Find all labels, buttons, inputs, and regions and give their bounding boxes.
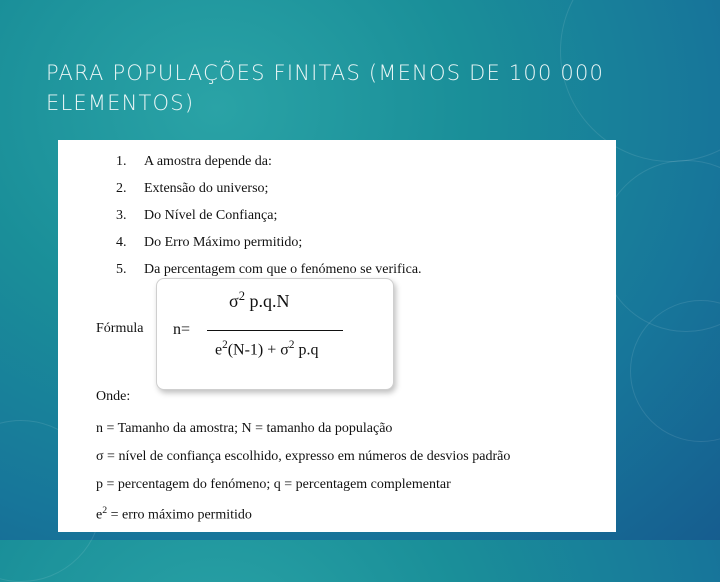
definition-sigma: σ = nível de confiança escolhido, expresso em números de desvios padrão (96, 449, 511, 464)
where-label: Onde: (96, 389, 131, 404)
steps-list (116, 152, 422, 287)
formula-denominator: $e^2(N-1) + \sigma^2$ p.q (215, 339, 319, 359)
list-item (116, 233, 422, 260)
formula-image (156, 278, 394, 390)
list-item (116, 152, 422, 179)
step-text: Da percentagem com que o fenómeno se verifica. (144, 262, 422, 277)
step-text: Do Nível de Confiança; (144, 208, 278, 223)
fraction-bar (207, 330, 343, 331)
formula-label: Fórmula (96, 321, 144, 336)
content-panel (58, 140, 616, 532)
definition-e: $e^2$ = erro máximo permitido (96, 505, 252, 523)
definition-p-q: p = percentagem do fenómeno; q = percentagem complementar (96, 477, 451, 492)
formula-lhs: n= (173, 321, 191, 338)
step-text: A amostra depende da: (144, 154, 272, 169)
step-text: Extensão do universo; (144, 181, 269, 196)
slide-title: PARA POPULAÇÕES FINITAS (MENOS DE 100 000 ELEMENTOS) (46, 61, 605, 115)
step-number: 3. (116, 208, 127, 223)
step-number: 2. (116, 181, 127, 196)
list-item (116, 206, 422, 233)
formula-numerator: $\sigma^2$ p.q.N (229, 289, 290, 311)
step-number: 1. (116, 154, 127, 169)
step-text: Do Erro Máximo permitido; (144, 235, 303, 250)
step-number: 4. (116, 235, 127, 250)
list-item (116, 179, 422, 206)
definition-n: n = Tamanho da amostra; N = tamanho da população (96, 421, 393, 436)
step-number: 5. (116, 262, 127, 277)
